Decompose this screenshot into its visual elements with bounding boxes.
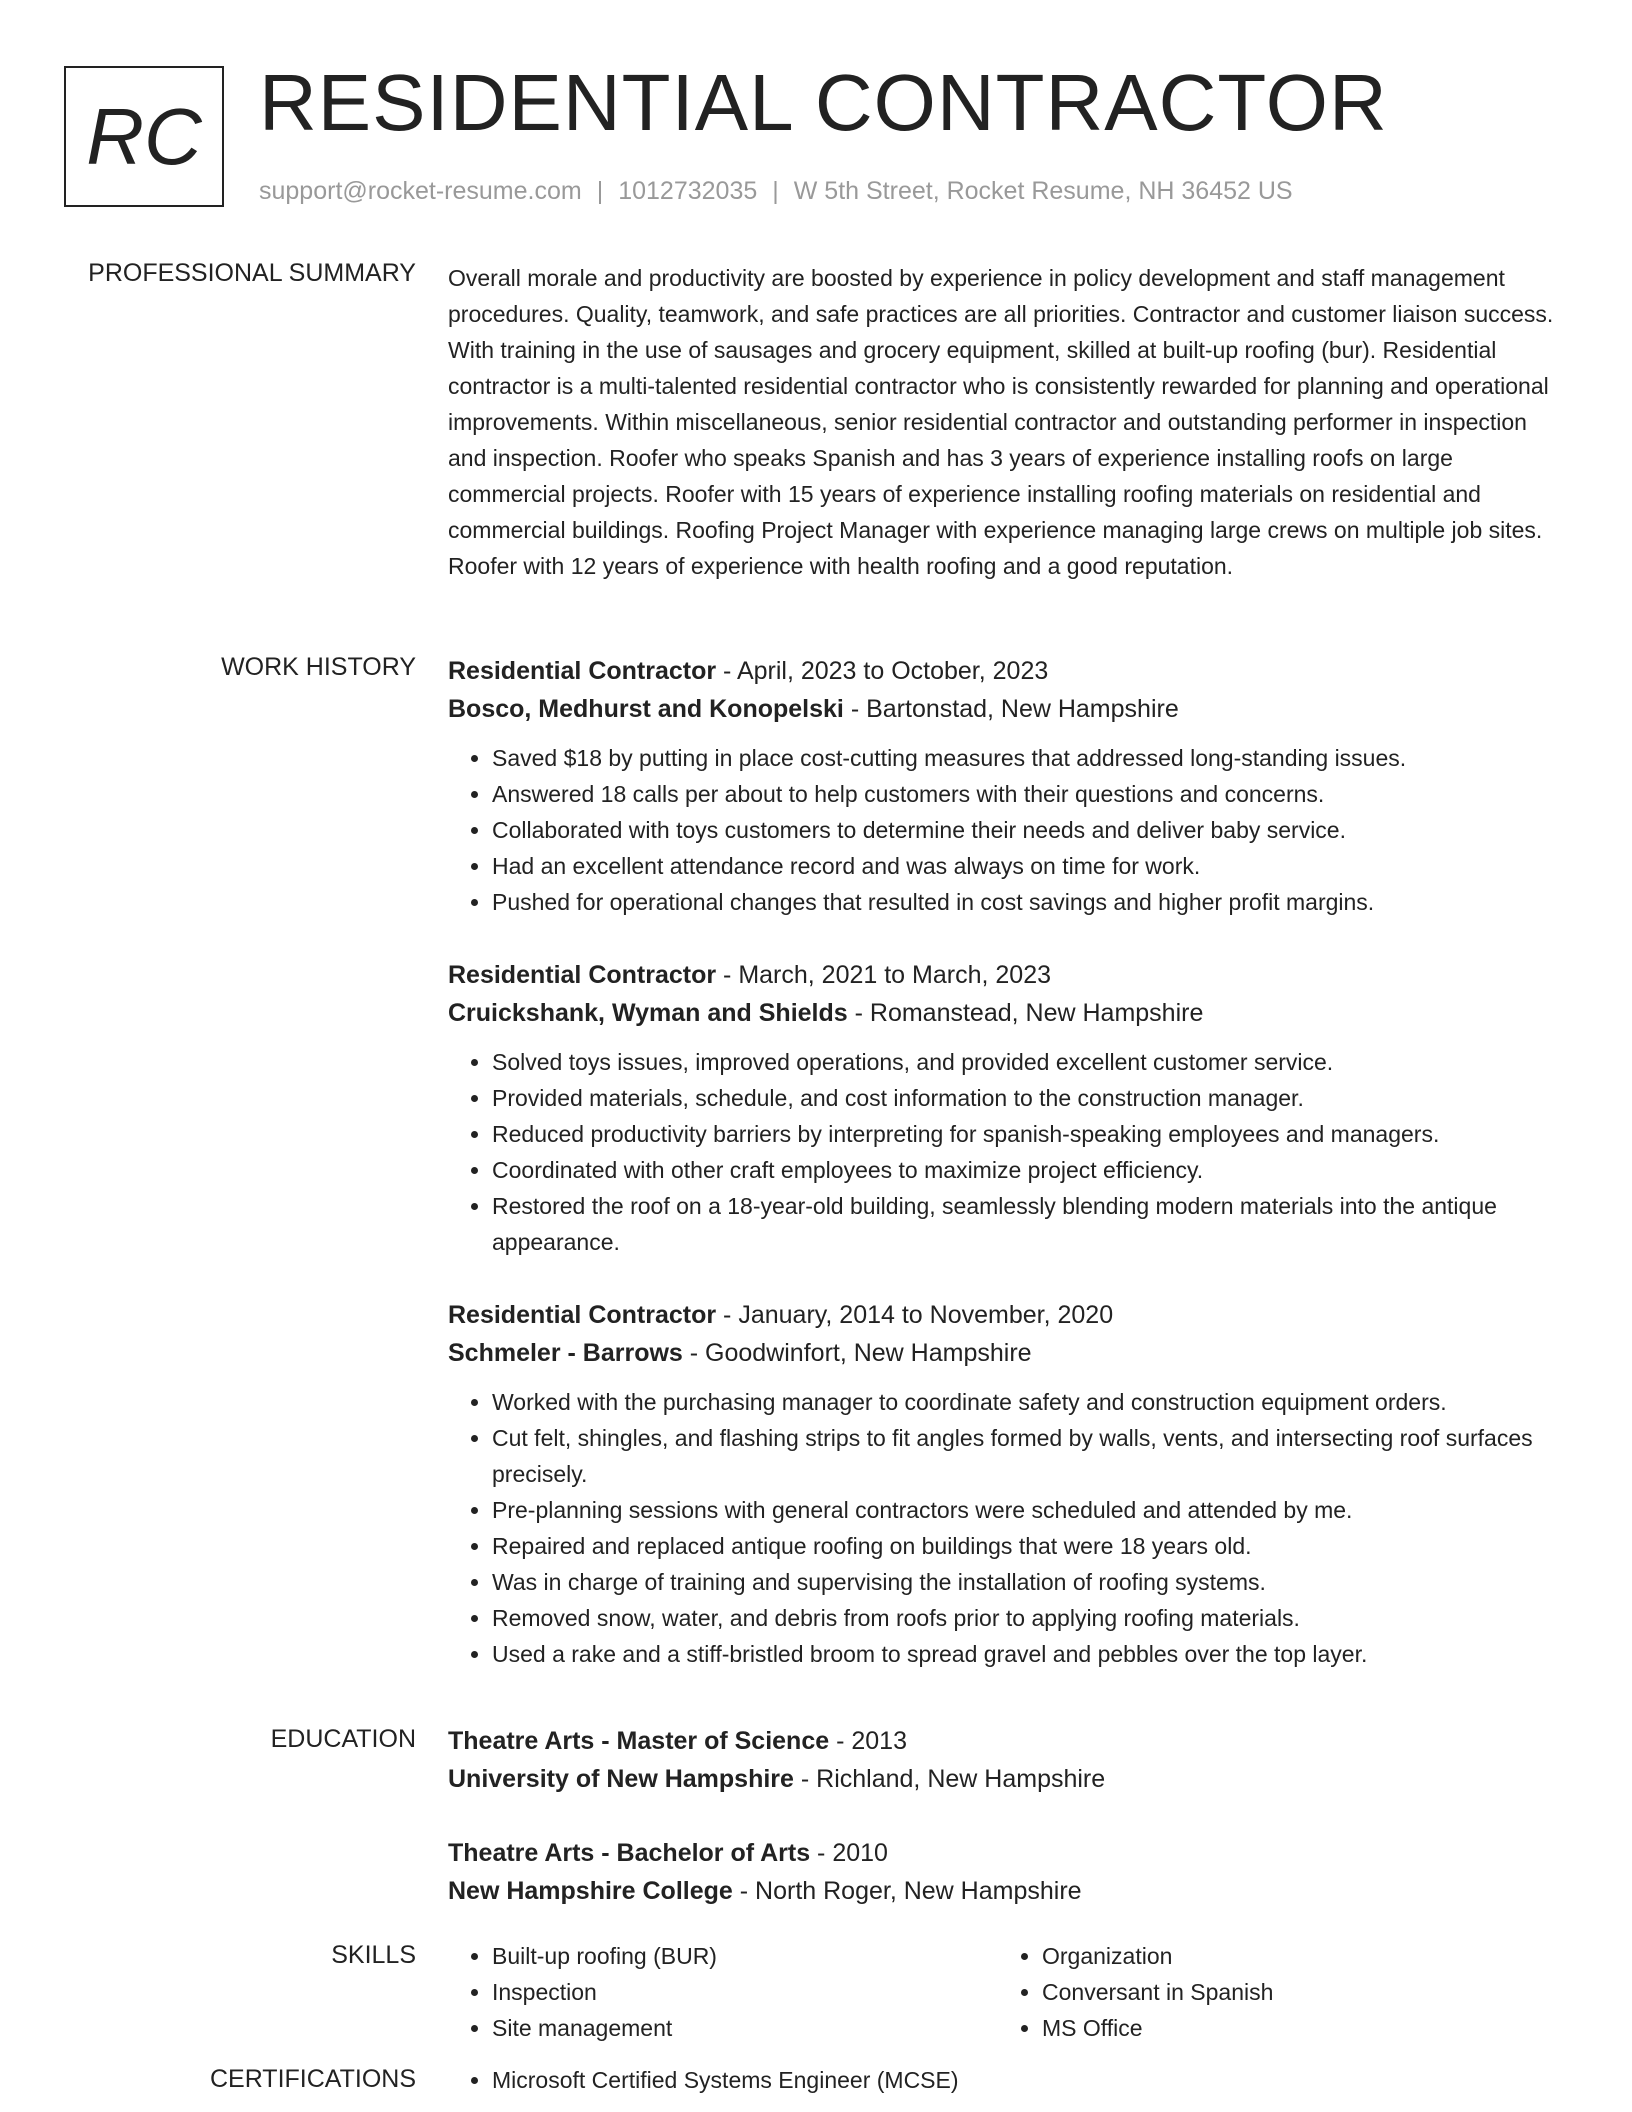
job-entry bbox=[448, 652, 1568, 920]
job-company: Schmeler - Barrows bbox=[448, 1339, 683, 1367]
list-item: • Collaborated with toys customers to determine their needs and deliver baby service. bbox=[492, 812, 1568, 848]
list-item: • Pre-planning sessions with general contractors were scheduled and attended by me. bbox=[492, 1492, 1568, 1528]
list-item: • Site management bbox=[492, 2010, 998, 2046]
section-label-summary: PROFESSIONAL SUMMARY bbox=[88, 259, 416, 287]
list-item: • Used a rake and a stiff-bristled broom to spread gravel and pebbles over the top layer. bbox=[492, 1636, 1568, 1672]
list-item: • Repaired and replaced antique roofing on buildings that were 18 years old. bbox=[492, 1528, 1568, 1564]
list-item: • Had an excellent attendance record and was always on time for work. bbox=[492, 848, 1568, 884]
list-item: • Cut felt, shingles, and flashing strips to fit angles formed by walls, vents, and intersecting roof surfaces precisely. bbox=[492, 1420, 1568, 1492]
job-location: - Goodwinfort, New Hampshire bbox=[682, 1339, 1032, 1367]
job-title: Residential Contractor bbox=[448, 1301, 717, 1329]
education-year: - 2013 bbox=[829, 1727, 907, 1755]
education-entry bbox=[448, 1834, 1568, 1910]
job-dates: - March, 2021 to March, 2023 bbox=[716, 961, 1051, 989]
job-company: Bosco, Medhurst and Konopelski bbox=[448, 695, 844, 723]
education-entry bbox=[448, 1722, 1568, 1798]
section-label-work: WORK HISTORY bbox=[221, 653, 416, 681]
list-item: • Pushed for operational changes that resulted in cost savings and higher profit margins. bbox=[492, 884, 1568, 920]
list-item: • Provided materials, schedule, and cost information to the construction manager. bbox=[492, 1080, 1568, 1116]
job-bullets bbox=[448, 740, 1568, 920]
list-item: • MS Office bbox=[1042, 2010, 1548, 2046]
job-company: Cruickshank, Wyman and Shields bbox=[448, 999, 848, 1027]
job-bullets bbox=[448, 1044, 1568, 1260]
list-item: • Reduced productivity barriers by interpreting for spanish-speaking employees and managers. bbox=[492, 1116, 1568, 1152]
job-entry bbox=[448, 956, 1568, 1260]
work-history bbox=[448, 652, 1568, 1708]
list-item: • Inspection bbox=[492, 1974, 998, 2010]
job-entry bbox=[448, 1296, 1568, 1672]
job-title: Residential Contractor bbox=[448, 961, 717, 989]
education-list bbox=[448, 1722, 1568, 1946]
contact-email: support@rocket-resume.com bbox=[259, 177, 582, 205]
list-item: • Was in charge of training and supervising the installation of roofing systems. bbox=[492, 1564, 1568, 1600]
job-title: Residential Contractor bbox=[448, 657, 717, 685]
job-bullets bbox=[448, 1384, 1568, 1672]
list-item: • Built-up roofing (BUR) bbox=[492, 1938, 998, 1974]
summary-text: Overall morale and productivity are boosted by experience in policy development and staff management procedures. Quality, teamwork, and safe practices are all priorities. Contractor and customer liaison success. With training in the use of sausages and grocery equipment, skilled at built-up roofing (bur). Residential contractor is a multi-talented residential contractor who is consistently rewarded for planning and operational improvements. Within miscellaneous, senior residential contractor and outstanding performer in inspection and inspection. Roofer who speaks Spanish and has 3 years of experience installing roofs on large commercial projects. Roofer with 15 years of experience installing roofing materials on residential and commercial buildings. Roofing Project Manager with experience managing large crews on multiple job sites. Roofer with 12 years of experience with health roofing and a good reputation. bbox=[448, 265, 1554, 579]
skills-column-right bbox=[998, 1938, 1548, 2046]
education-degree: Theatre Arts - Bachelor of Arts bbox=[448, 1839, 811, 1867]
section-label-education: EDUCATION bbox=[270, 1725, 416, 1753]
education-location: - North Roger, New Hampshire bbox=[732, 1877, 1082, 1905]
education-degree: Theatre Arts - Master of Science bbox=[448, 1727, 830, 1755]
section-label-certifications: CERTIFICATIONS bbox=[209, 2065, 416, 2093]
certifications-list bbox=[448, 2062, 1568, 2098]
list-item: • Removed snow, water, and debris from roofs prior to applying roofing materials. bbox=[492, 1600, 1568, 1636]
section-label-skills: SKILLS bbox=[331, 1941, 416, 1969]
education-school: University of New Hampshire bbox=[448, 1765, 794, 1793]
job-dates: - January, 2014 to November, 2020 bbox=[716, 1301, 1114, 1329]
monogram-logo: RC bbox=[64, 66, 224, 207]
contact-separator: | bbox=[772, 177, 779, 205]
contact-phone: 1012732035 bbox=[618, 177, 758, 205]
contact-separator: | bbox=[596, 177, 604, 205]
list-item: • Restored the roof on a 18-year-old building, seamlessly blending modern materials into the antique appearance. bbox=[492, 1188, 1568, 1260]
skills-column-left bbox=[448, 1938, 998, 2046]
job-location: - Romanstead, New Hampshire bbox=[847, 999, 1204, 1027]
list-item: • Solved toys issues, improved operations, and provided excellent customer service. bbox=[492, 1044, 1568, 1080]
education-year: - 2010 bbox=[810, 1839, 888, 1867]
list-item: • Conversant in Spanish bbox=[1042, 1974, 1548, 2010]
job-location: - Bartonstad, New Hampshire bbox=[843, 695, 1179, 723]
list-item: • Answered 18 calls per about to help customers with their questions and concerns. bbox=[492, 776, 1568, 812]
resume-name: RESIDENTIAL CONTRACTOR bbox=[259, 58, 1388, 147]
education-school: New Hampshire College bbox=[448, 1877, 733, 1905]
list-item: • Worked with the purchasing manager to coordinate safety and construction equipment orders. bbox=[492, 1384, 1568, 1420]
contact-address: W 5th Street, Rocket Resume, NH 36452 US bbox=[793, 177, 1293, 205]
list-item: • Organization bbox=[1042, 1938, 1548, 1974]
job-dates: - April, 2023 to October, 2023 bbox=[716, 657, 1049, 685]
list-item: • Microsoft Certified Systems Engineer (MCSE) bbox=[492, 2062, 1568, 2098]
education-location: - Richland, New Hampshire bbox=[793, 1765, 1106, 1793]
skills-list bbox=[448, 1938, 1568, 2046]
contact-line bbox=[259, 176, 1293, 206]
list-item: • Saved $18 by putting in place cost-cutting measures that addressed long-standing issues. bbox=[492, 740, 1568, 776]
list-item: • Coordinated with other craft employees to maximize project efficiency. bbox=[492, 1152, 1568, 1188]
